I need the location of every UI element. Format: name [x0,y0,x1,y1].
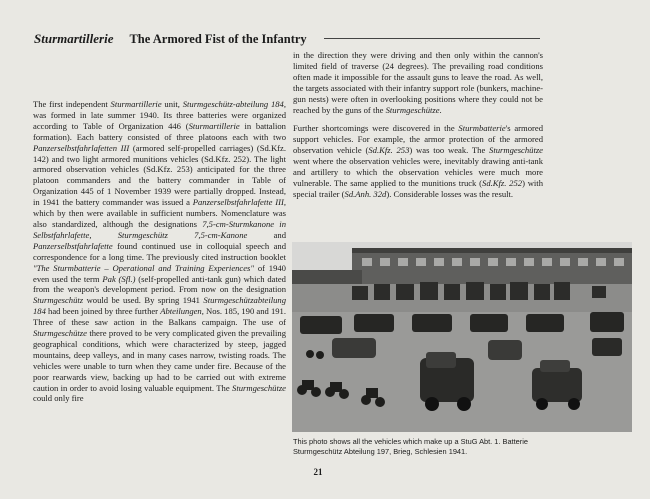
text-run: , which by then were available in sufficient numbers. Nomenclature was also standardized, although the designations [33,197,286,229]
italic-term: Panzerselbstfahrlafette III [192,197,284,208]
text-run: could only fire [33,393,84,404]
italic-term: Sturmgeschütz-abteilung 184 [182,99,284,109]
header-rule [324,38,540,39]
text-run: 's armored support vehicles. For example, the armor protection of the armored observation vehicle ( [293,123,543,156]
header-series: Sturmartillerie [34,31,114,46]
italic-term: Sturmartillerie [188,120,240,131]
italic-term: Sturmgeschütze [489,145,543,156]
left-paragraph [33,99,286,404]
italic-term: Sd.Kfz. 253 [368,145,410,156]
italic-term: Sturmgeschütze [33,328,87,339]
italic-term: "The Sturmbatterie – Operational and Training Experiences" [33,262,255,273]
italic-term: Sturmgeschütze [232,382,286,393]
italic-term: Sturmgeschütz 7,5-cm-Kanone [117,229,248,240]
italic-term: 7,5-cm-Sturmkanone in Selbstfahrlafette [33,218,286,240]
header-title: The Armored Fist of the Infantry [129,32,307,46]
text-run: there proved to be very complicated given the prevailing geographical conditions, which were characterized by steep, jagged mountains, deep valleys, and in many cases narrow, twisting roads. The vehicles were unable to turn when they came under fire. Because of the poor rearwards view, backing up had to be carried out with extreme caution in order to avoid losing valuable equipment. The [33,328,286,393]
right-column [293,50,543,208]
text-run: ) with special trailer ( [293,177,543,199]
left-column [33,99,286,404]
text-run: The first independent [33,99,111,109]
text-run: ) was too weak. The [409,145,490,156]
text-run: , Nos. 185, 190 and 191. Three of these saw action in the Balkans campaign. The use of [33,306,286,328]
text-run: and [247,229,287,240]
text-run: would be used. By spring 1941 [83,295,204,306]
italic-term: Sturmgeschütze [385,104,440,115]
italic-term: Sd.Kfz. 252 [482,177,523,188]
text-run: . [439,104,442,115]
running-header [34,30,307,46]
right-paragraph-2 [293,123,543,199]
italic-term: Sturmbatterie [458,123,506,134]
text-run: (self-propelled anti-tank gun) which dated from the weapon's development period. From now on the designation [33,273,286,295]
caption-line-2: Sturmgeschütz Abteilung 197, Brieg, Schlesien 1941. [293,446,468,456]
text-run: (armored self-propelled carriages) (Sd.Kfz. 142) and two light armored munitions vehicles (Sd.Kfz. 252). The light armored observation vehicles (Sd.Kfz. 253) anticipated for the three platoon commanders and the battery commander in Table of Organization 445 of 1 November 1939 were partially dropped. Instead, in 1941 the battery commander was issued a [33,142,286,208]
vehicles-photo [292,242,632,432]
text-run: , was formed in late summer 1940. Its three batteries were organized according to Table of Organization 446 ( [33,99,286,131]
photo-caption [293,437,613,456]
page-number: 21 [313,467,323,477]
italic-term: Sturmartillerie [110,99,162,109]
italic-term: Abteilungen [160,306,202,317]
italic-term: Pak (Sfl.) [102,273,136,284]
right-paragraph-1 [293,50,543,115]
text-run: ). Considerable losses was the result. [386,188,514,199]
text-run: had been joined by three further [45,306,161,317]
text-run: , [89,229,118,240]
text-run: found continued use in colloquial speech and correspondence for a long time. The previously cited instruction booklet [33,240,286,262]
italic-term: Sturmgeschützabteilung 184 [33,295,286,317]
text-run: of 1940 even used the term [33,262,286,284]
text-run: unit, [161,99,183,109]
text-run: went where the observation vehicles were, inevitably drawing anti-tank and artillery to which the observation vehicles were much more vulnerable. The same applied to the munitions truck ( [293,156,543,188]
text-run: in battalion formation). Each battery consisted of three platoons each with two [33,120,286,142]
caption-line-1: This photo shows all the vehicles which make up a StuG Abt. 1. Batterie [293,437,528,446]
italic-term: Sd.Anh. 32d [344,188,387,199]
italic-term: Sturmgeschütz [33,295,84,306]
italic-term: Panzerselbstfahrlafetten III [33,142,130,153]
text-run: Further shortcomings were discovered in the [293,123,459,134]
italic-term: Panzerselbstfahrlafette [33,240,113,251]
text-run: in the direction they were driving and then only within the cannon's limited field of traverse (24 degrees). The prevailing road conditions often made it impossible for the assault guns to leave the road. As well, the targets associated with their infantry support role (bunkers, machine-gun nests) were often in overlooking positions where they could not be reached by the guns of the [293,50,543,115]
